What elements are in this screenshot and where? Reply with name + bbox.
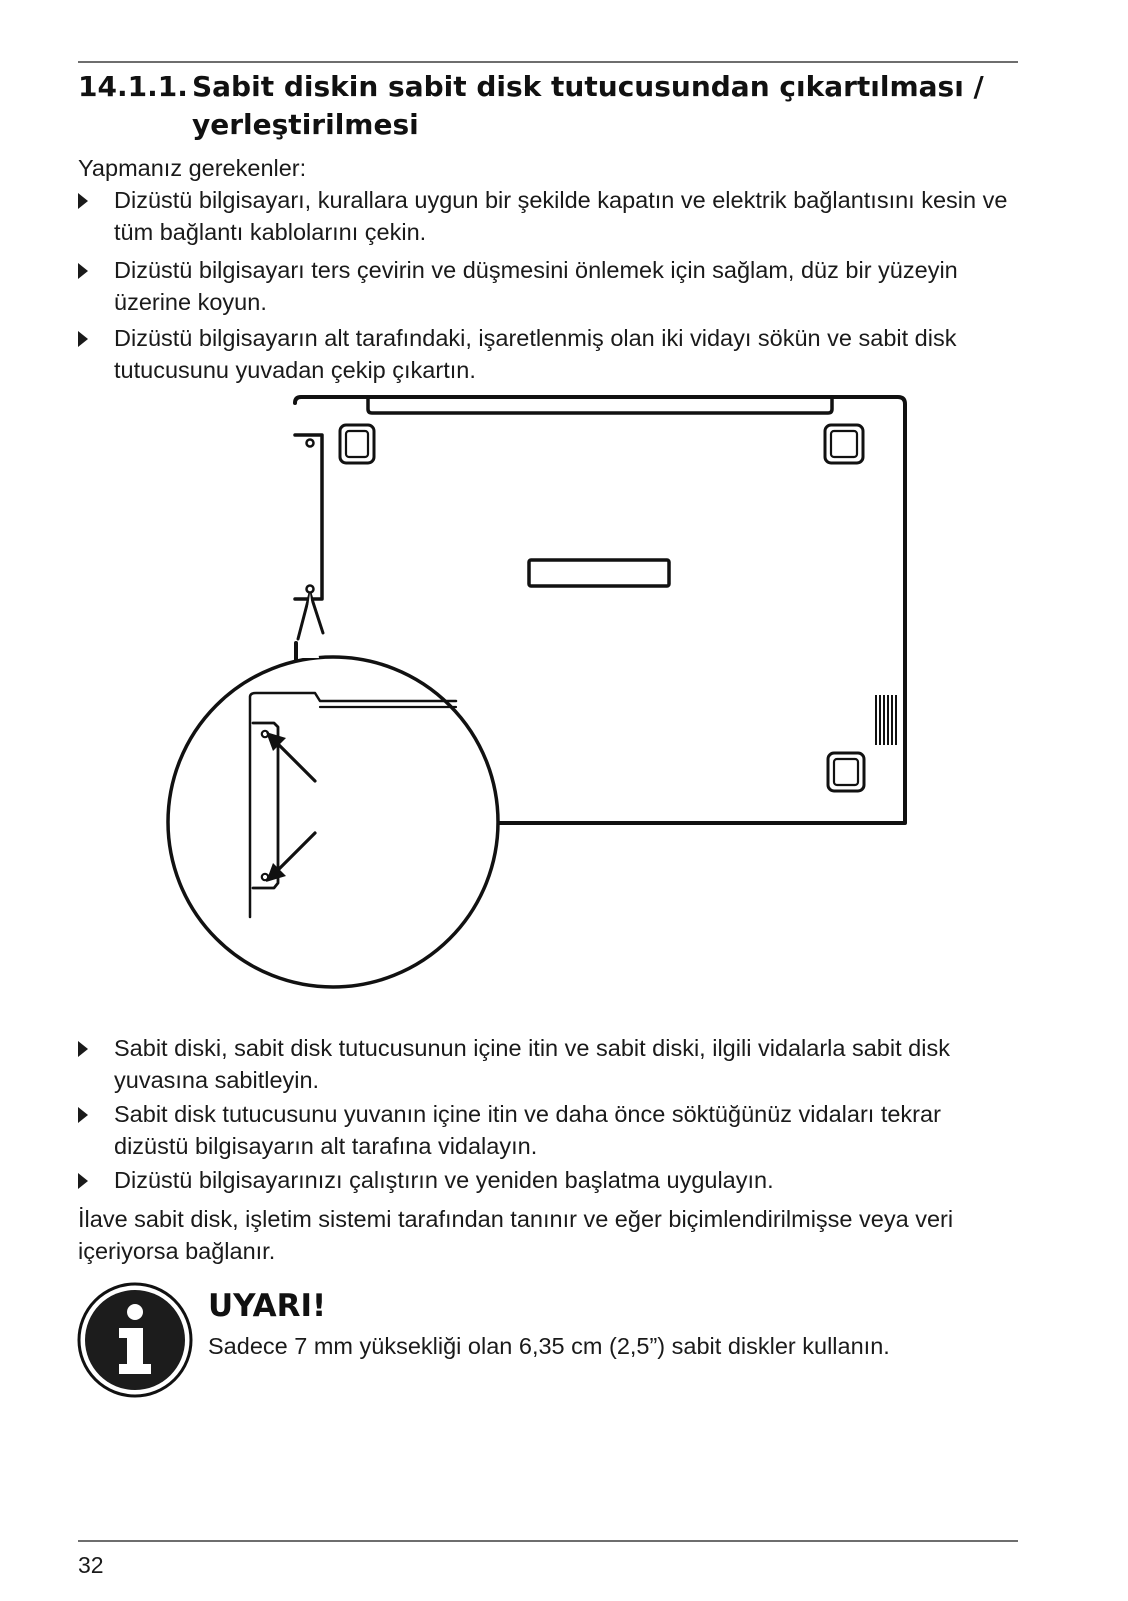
bullet-arrow-icon (78, 1041, 88, 1057)
zoom-pointer-cover (301, 593, 319, 658)
section-title: Sabit diskin sabit disk tutucusundan çıkartılması / yerleştirilmesi (192, 70, 984, 141)
warning-text: Sadece 7 mm yüksekliği olan 6,35 cm (2,5”) sabit diskler kullanın. (208, 1333, 890, 1359)
bullet-arrow-icon (78, 193, 88, 209)
screw-bottom (307, 586, 314, 593)
step-item (78, 1164, 1018, 1196)
section-number: 14.1.1. (78, 70, 188, 103)
step-text: Sabit diski, sabit disk tutucusunun içine itin ve sabit diski, ilgili vidalarla sabit disk yuvasına sabitleyin. (114, 1035, 950, 1093)
laptop-underside-illustration (160, 395, 940, 995)
bullet-arrow-icon (78, 331, 88, 347)
foot-top-left-inner (346, 431, 368, 457)
step-item (78, 1098, 1018, 1162)
step-text: Dizüstü bilgisayarı, kurallara uygun bir şekilde kapatın ve elektrik bağlantısını kesin ve tüm bağlantı kablolarını çekin. (114, 187, 1008, 245)
page-number: 32 (78, 1552, 104, 1578)
step-text: Dizüstü bilgisayarın alt tarafındaki, işaretlenmiş olan iki vidayı sökün ve sabit disk tutucusunu yuvadan çekip çıkartın. (114, 325, 957, 383)
bullet-arrow-icon (78, 263, 88, 279)
screw-top (307, 440, 314, 447)
step-text: Sabit disk tutucusunu yuvanın içine itin ve daha önce söktüğünüz vidaları tekrar dizüstü bilgisayarın alt tarafına vidalayın. (114, 1101, 941, 1159)
center-slot (529, 560, 669, 586)
hdd-caddy (295, 435, 322, 599)
step-item (78, 184, 1018, 248)
step-item (78, 322, 1018, 386)
bullet-arrow-icon (78, 1107, 88, 1123)
vent-grille (875, 695, 897, 745)
step-text: Dizüstü bilgisayarı ters çevirin ve düşmesini önlemek için sağlam, düz bir yüzeyin üzerine koyun. (114, 257, 958, 315)
bullet-arrow-icon (78, 1173, 88, 1189)
step-item (78, 254, 1018, 318)
top-rule (78, 61, 1018, 63)
info-icon (77, 1282, 193, 1398)
warning-title: UYARI! (208, 1288, 327, 1324)
closing-paragraph: İlave sabit disk, işletim sistemi tarafından tanınır ve eğer biçimlendirilmişse veya veri içeriyorsa bağlanır. (78, 1206, 954, 1264)
foot-bottom-right-inner (834, 759, 858, 785)
bottom-rule (78, 1540, 1018, 1542)
foot-top-right-inner (831, 431, 857, 457)
step-text: Dizüstü bilgisayarınızı çalıştırın ve yeniden başlatma uygulayın. (114, 1167, 774, 1193)
step-item (78, 1032, 1018, 1096)
hinge-bar (368, 397, 832, 413)
intro-text: Yapmanız gerekenler: (78, 155, 307, 181)
